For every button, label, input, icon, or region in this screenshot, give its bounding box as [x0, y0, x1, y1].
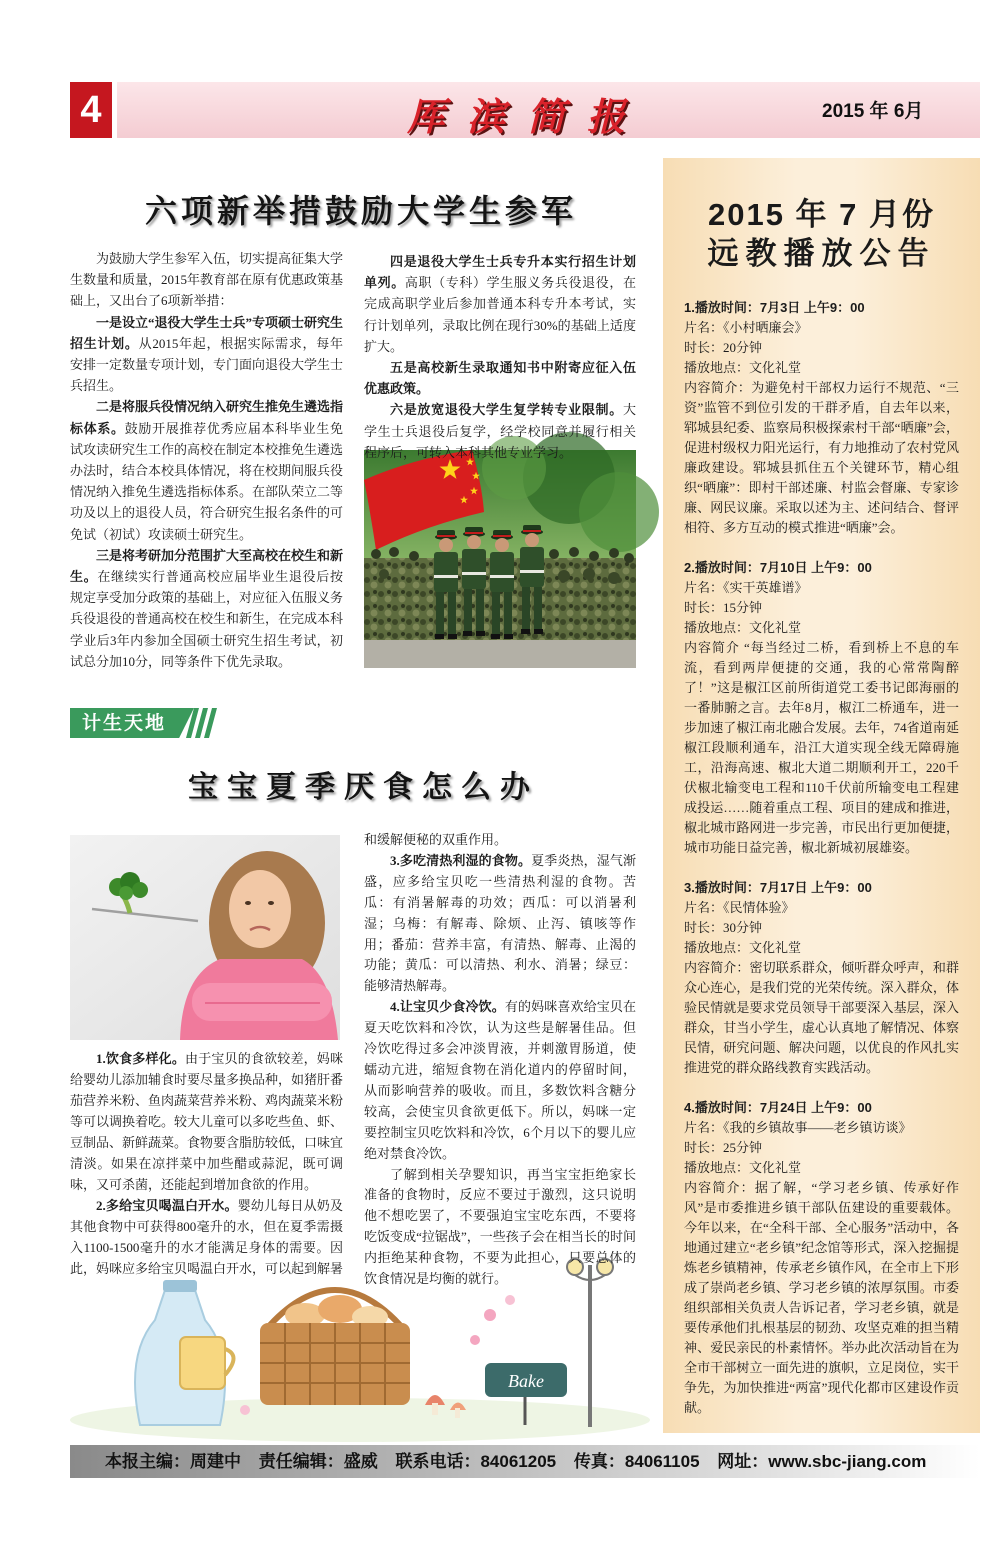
footer-fax: 传真：84061105 [573, 1452, 700, 1471]
broadcast-list [684, 298, 959, 1426]
broadcast-film-title: 片名：《实干英雄谱》 [684, 580, 808, 595]
sidebar-title: 2015 年 7 月份 [707, 197, 936, 232]
issue-date: 2015 年 6月 [822, 101, 924, 122]
section-tag [70, 708, 222, 738]
paragraph-text: 大学生士兵退役后复学，经学校同意并履行相关程序后，可转入本科其他专业学习。 [364, 402, 636, 460]
broadcast-film-title: 片名：《民情体验》 [684, 900, 795, 915]
broadcast-venue: 播放地点：文化礼堂 [684, 620, 802, 635]
paragraph-lead: 一是设立“退役大学生士兵”专项硕士研究生招生计划。 [70, 314, 344, 351]
broadcast-film-title: 片名：《我的乡镇故事——老乡镇访谈》 [684, 1120, 912, 1135]
paragraph [364, 251, 636, 357]
paragraph-text: 在继续实行普通高校应届毕业生退役后按规定享受加分政策的基础上，对应征入伍服义务兵役退役的普通高校在校生和新生，在完成本科学业后3年内参加全国硕士研究生招生考试，初试总分加10分，同等条件下优先录取。 [70, 569, 344, 669]
broadcast-item [684, 878, 959, 1078]
footer-bar [70, 1445, 980, 1478]
article-column [70, 1048, 343, 1284]
girl-with-broccoli-photo [70, 835, 340, 1040]
broadcast-duration: 时长：20分钟 [684, 340, 763, 355]
page-number: 4 [70, 82, 112, 138]
paragraph [70, 248, 343, 312]
paragraph-lead: 六是放宽退役大学生复学转专业限制。 [390, 402, 623, 418]
broadcast-time: 2.播放时间：7月10日 上午9：00 [684, 560, 872, 575]
paragraph [364, 399, 636, 463]
paragraph-text: 夏季炎热，湿气渐盛，应多给宝贝吃一些清热利湿的食物。苦瓜：有消暑解毒的功效；西瓜：可以消暑利湿；乌梅：有解毒、除烦、止泻、镇咳等作用；番茄：营养丰富，有清热、解毒、止渴的功能；黄瓜：可以清热、利水、消暑；绿豆：能够清热解毒。 [364, 852, 636, 994]
section-tag-stripes [182, 708, 222, 738]
broadcast-time: 1.播放时间：7月3日 上午9：00 [684, 300, 865, 315]
paragraph [70, 1048, 343, 1195]
broadcast-summary: 内容简介：为避免村干部权力运行不规范、“三资”监管不到位引发的干群矛盾，自去年以来，郓城县纪委、监察局积极探索村干部“晒廉”会，促进村级权力阳光运行，有力地推动了农村党风廉政建设。郓城县抓住五个关键环节，精心组织“晒廉”：即村干部述廉、村监会督廉、专家诊廉、网民议廉。采取以述为主、述问结合、督评相符、多方互动的模式推进“晒廉”会。 [684, 380, 959, 535]
paragraph [364, 1165, 636, 1290]
paragraph-lead: 四是退役大学生士兵专升本实行招生计划单列。 [364, 254, 636, 291]
article-column [364, 251, 636, 460]
masthead-banner [117, 82, 980, 138]
paragraph-lead: 三是将考研加分范围扩大至高校在校生和新生。 [70, 547, 344, 585]
paragraph-text: 有的妈咪喜欢给宝贝在夏天吃饮料和冷饮，认为这些是解暑佳品。但冷饮吃得过多会冲淡胃液，并刺激胃肠道，使蠕动亢进，缩短食物在消化道内的停留时间，从而影响营养的吸收。而且，多数饮料含糖分较高，会使宝贝食欲更低下。所以，妈咪一定要控制宝贝吃饮料和冷饮，6个月以下的婴儿应绝对禁食冷饮。 [364, 999, 636, 1161]
broadcast-item [684, 1098, 959, 1418]
footer-chief-editor: 本报主编：周建中 [105, 1452, 241, 1471]
paragraph-lead: 2.多给宝贝喝温白开水。 [96, 1198, 238, 1213]
soldiers-parade-photo [364, 450, 636, 668]
paragraph [70, 545, 343, 672]
sidebar-subtitle: 远教播放公告 [707, 236, 936, 271]
paragraph-text: 由于宝贝的食欲较差，妈咪给婴幼儿添加辅食时要尽量多换品种，如猪肝番茄营养米粉、鱼肉蔬菜营养米粉、鸡肉蔬菜米粉等可以调换着吃。较大儿童可以多吃些鱼、虾、豆制品、新鲜蔬菜。食物要含脂肪较低，口味宜清淡。如果在凉拌菜中加些醋或蒜泥，既可调味，又可杀菌，还能起到增加食欲的作用。 [70, 1051, 344, 1192]
paragraph-text: 婴幼儿每日从奶及其他食物中可获得800毫升的水，但在夏季需摄入1100-1500毫升的水才能满足身体的需要。因此，妈咪应多给宝贝喝温白开水，可以起到解暑 [70, 1198, 344, 1276]
broadcast-time: 4.播放时间：7月24日 上午9：00 [684, 1100, 872, 1115]
paragraph [70, 1195, 343, 1279]
paragraph-lead: 4.让宝贝少食冷饮。 [390, 999, 505, 1015]
paragraph [364, 357, 636, 399]
broadcast-time: 3.播放时间：7月17日 上午9：00 [684, 880, 872, 895]
paragraph-lead: 1.饮食多样化。 [96, 1051, 186, 1066]
paragraph-text: 从2015年起，根据实际需求，每年安排一定数量专项计划，专门面向退役大学生士兵招生。 [70, 335, 344, 394]
article-column [70, 248, 343, 680]
paragraph [364, 997, 636, 1164]
paragraph [364, 830, 636, 851]
mug [180, 1337, 234, 1389]
paragraph-text: 了解到相关孕婴知识，再当宝宝拒绝家长准备的食物时，反应不要过于激烈，这只说明他不想吃罢了，不要强迫宝宝吃东西，不要将吃饭变成“拉锯战”，一些孩子会在相当长的时间内拒绝某种食物，不要为此担心，只要总体的饮食情况是均衡的就行。 [364, 1166, 636, 1287]
sign-text: Bake [508, 1371, 544, 1391]
picnic-basket [260, 1290, 410, 1405]
broadcast-venue: 播放地点：文化礼堂 [684, 360, 802, 375]
paragraph-text: 鼓励开展推荐优秀应届本科毕业生免试攻读研究生工作的高校在制定本校推免生遴选办法时，结合本校具体情况，将在校期间服兵役情况纳入推免生遴选指标体系。在部队荣立二等功及以上的退役人员，符合研究生报名条件的可免试（初试）攻读硕士研究生。 [70, 420, 344, 542]
section-tag-label: 计生天地 [82, 713, 167, 734]
paragraph [70, 312, 343, 397]
broadcast-duration: 时长：30分钟 [684, 920, 763, 935]
paragraph-lead: 3.多吃清热利湿的食物。 [390, 852, 532, 868]
article-column [364, 830, 636, 1287]
footer-editor: 责任编辑：盛威 [258, 1452, 378, 1471]
broadcast-summary: 内容简介：据了解，“学习老乡镇、传承好作风”是市委推进乡镇干部队伍建设的重要载体。今年以来，在“全科干部、全心服务”活动中，各地通过建立“老乡镇”纪念馆等形式，深入挖掘提炼老乡镇精神，传承老乡镇作风，在全市上下形成了崇尚老乡镇、学习老乡镇的浓厚氛围。市委组织部相关负责人告诉记者，学习老乡镇，就是要传承他们扎根基层的韧劲、攻坚克难的担当精神、爱民亲民的朴素情怀。举办此次活动旨在为全市干部树立一面先进的旗帜，立足岗位，实干争先，为加快推进“两富”现代化都市区建设作贡献。 [684, 1180, 959, 1415]
footer-phone: 联系电话：84061205 [395, 1452, 557, 1471]
broadcast-summary: 内容简介 “每当经过二桥，看到桥上不息的车流，看到两岸便捷的交通，我的心常常陶醉了！”这是椒江区前所街道党工委书记郎海丽的一番肺腑之言。去年8月，椒江二桥通车，进一步加速了椒江南北融合发展。去年，74省道南延椒江段顺利通车，沿江大道实现全线无障碍施工，沿海高速、椒北大道二期顺利开工，220千伏椒北输变电工程和110千伏前所输变电工程建成投运……随着重点工程、项目的建成和推进，椒北城市路网进一步完善，市民出行更加便捷，城市功能日益完善，椒北新城初展雄姿。 [684, 640, 959, 855]
broadcast-duration: 时长：15分钟 [684, 600, 763, 615]
footer-website: 网址：www.sbc-jiang.com [717, 1452, 927, 1471]
paragraph-text: 为鼓励大学生参军入伍，切实提高征集大学生数量和质量，2015年教育部在原有优惠政策基础上，又出台了6项新举措： [70, 251, 344, 309]
paragraph-text: 高职（专科）学生服义务兵役退役，在完成高职学业后参加普通本科专升本考试，实行计划单列，录取比例在现行30%的基础上适度扩大。 [364, 275, 636, 354]
broadcast-notice-sidebar [663, 158, 980, 1433]
broadcast-venue: 播放地点：文化礼堂 [684, 1160, 802, 1175]
broadcast-item [684, 558, 959, 858]
paragraph-text: 和缓解便秘的双重作用。 [364, 832, 508, 847]
broadcast-summary: 内容简介：密切联系群众，倾听群众呼声，和群众心连心，是我们党的光荣传统。深入群众，体验民情就是要求党员领导干部要深入基层，深入群众，甘当小学生，虚心认真地了解情况、体察民情，研究问题、解决问题，以优良的作风扎实推进党的群众路线教育实践活动。 [684, 960, 959, 1075]
paragraph [70, 396, 343, 544]
broadcast-duration: 时长：25分钟 [684, 1140, 763, 1155]
paragraph-lead: 二是将服兵役情况纳入研究生推免生遴选指标体系。 [70, 399, 344, 436]
paragraph-lead: 五是高校新生录取通知书中附寄应征入伍优惠政策。 [364, 360, 636, 397]
article-title: 六项新举措鼓励大学生参军 [145, 193, 578, 229]
newspaper-title: 厍滨简报 [407, 97, 648, 139]
broadcast-item [684, 298, 959, 538]
broadcast-film-title: 片名：《小村晒廉会》 [684, 320, 808, 335]
article-title: 宝宝夏季厌食怎么办 [188, 771, 539, 804]
broadcast-venue: 播放地点：文化礼堂 [684, 940, 802, 955]
paragraph [364, 851, 636, 997]
